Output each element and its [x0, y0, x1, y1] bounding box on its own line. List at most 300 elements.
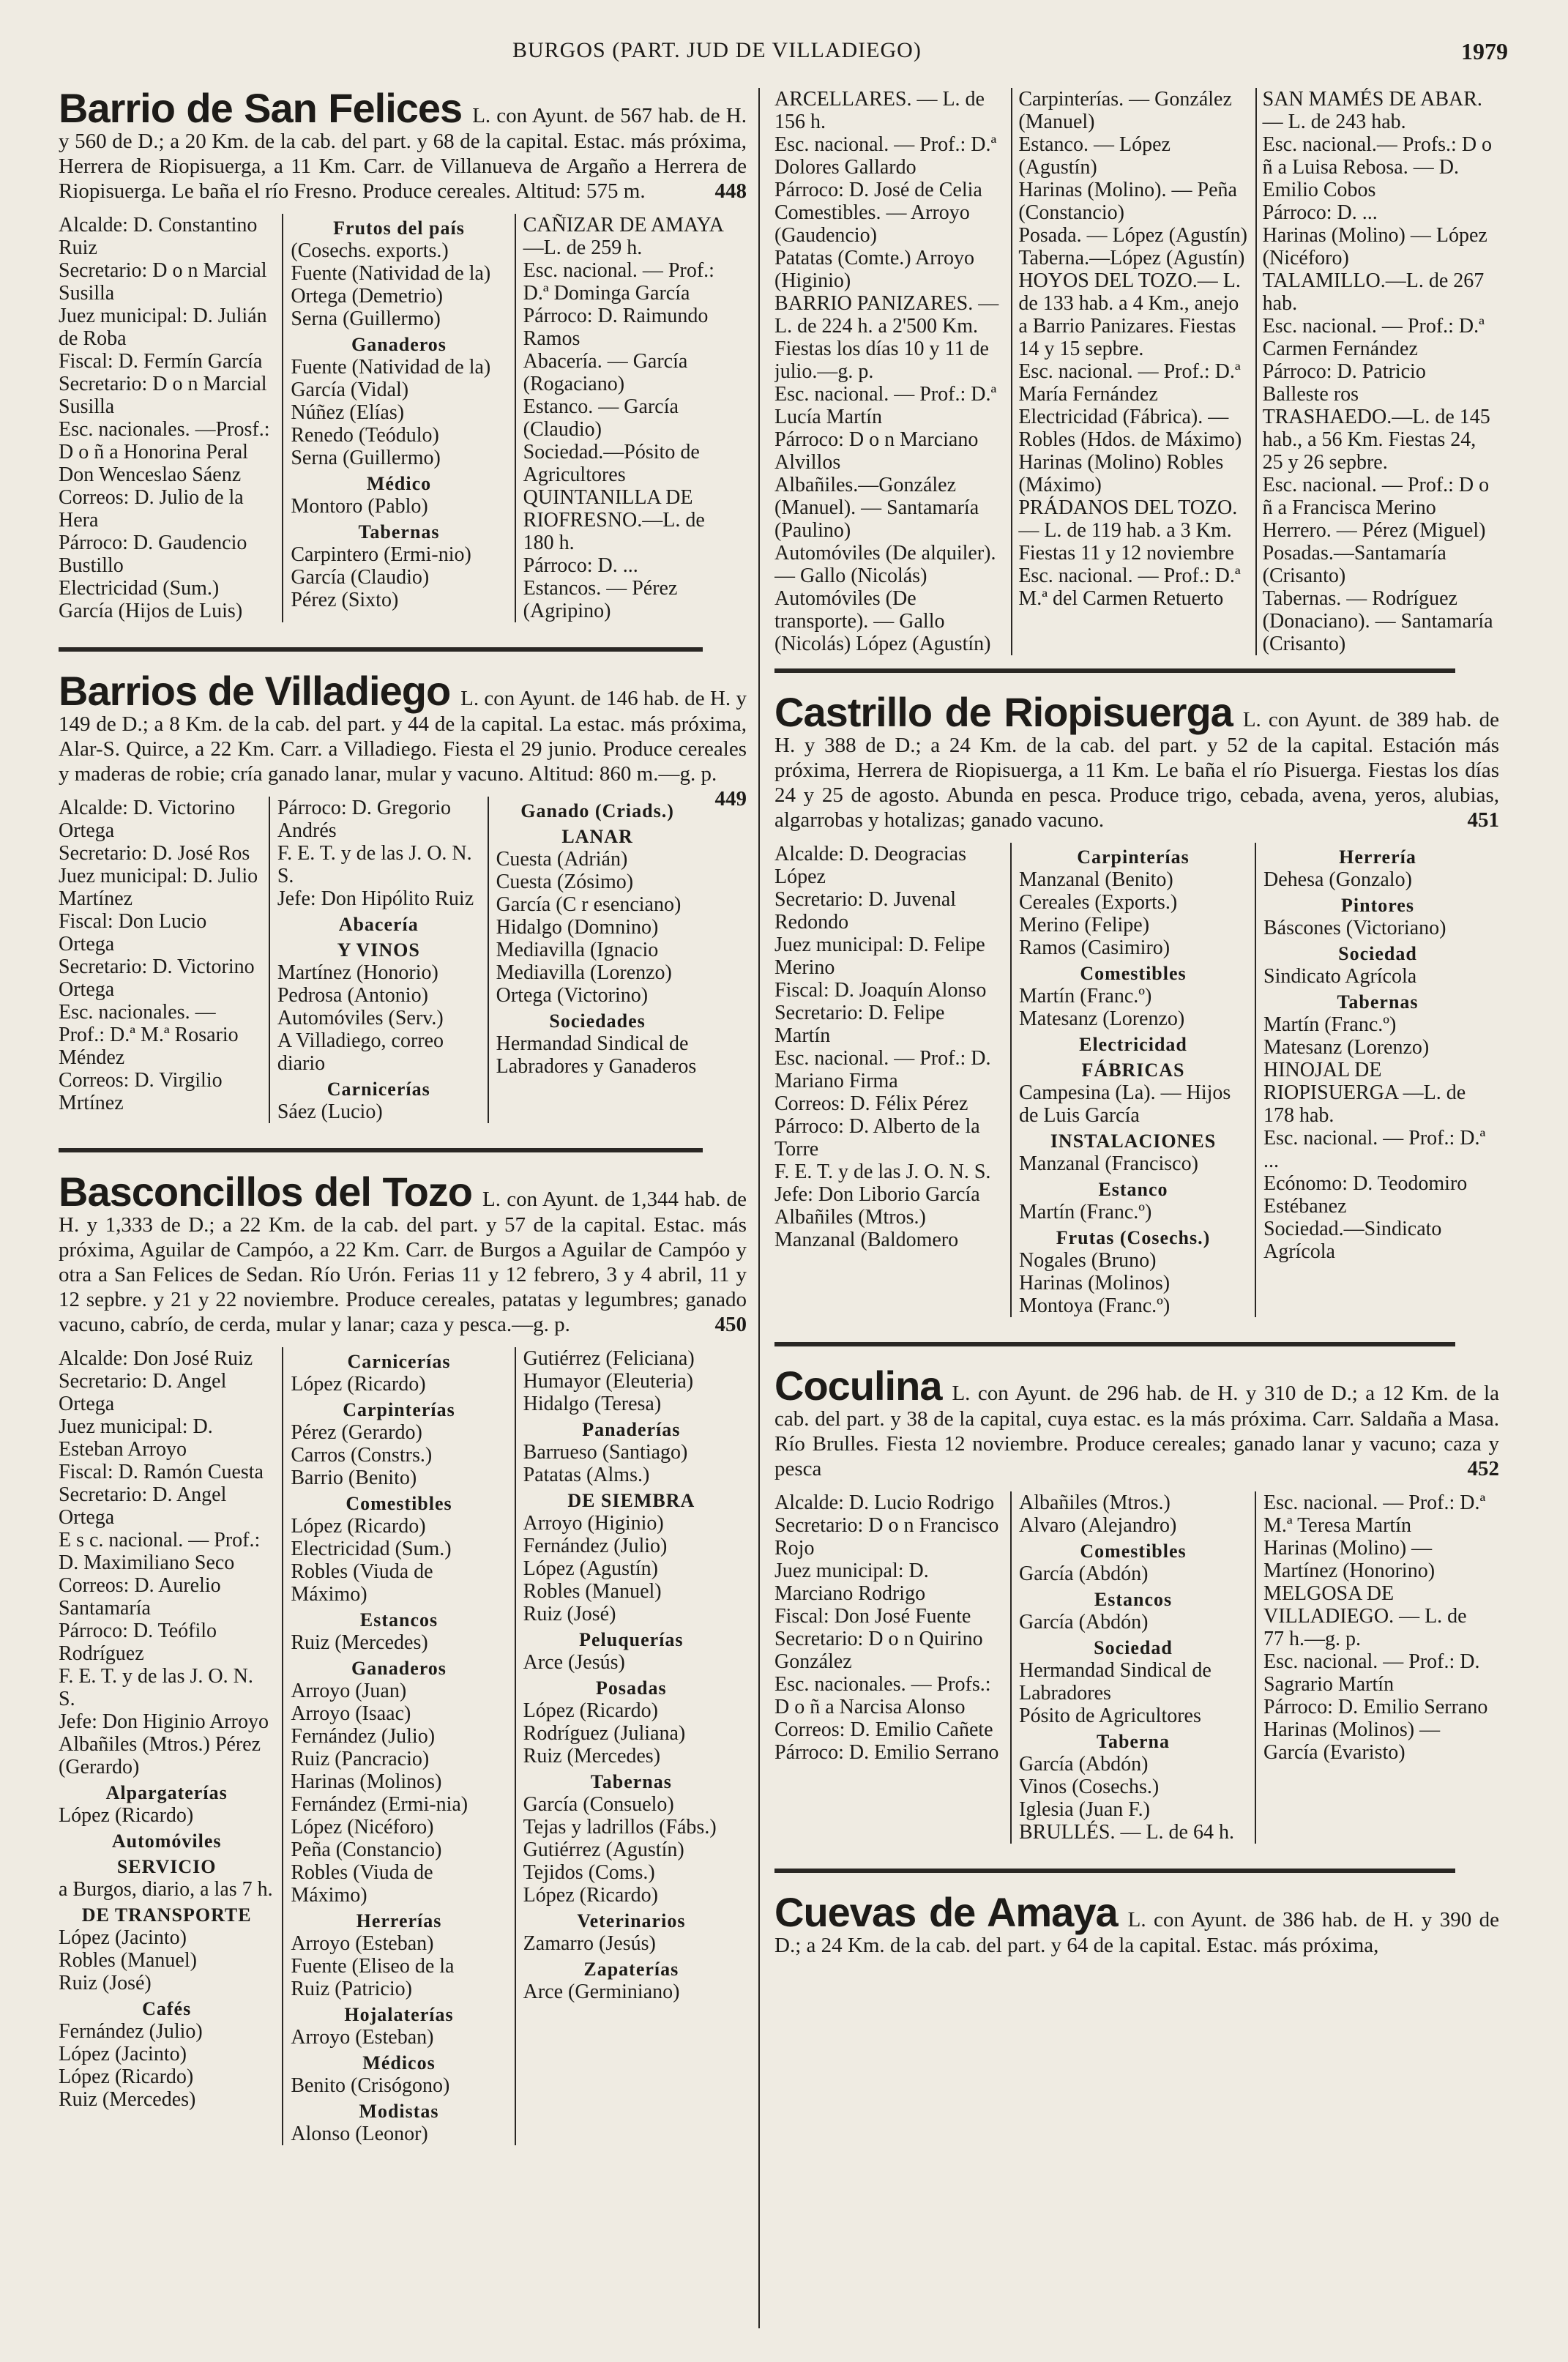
listing-line: Párroco: D. Alberto de la Torre: [774, 1115, 980, 1160]
listing-line: Albañiles (Mtros.) Manzanal (Baldomero: [774, 1206, 959, 1251]
listing-line: Esc. nacional. — Prof.: D. Mariano Firma: [774, 1047, 991, 1092]
town-entry-header: [59, 88, 747, 204]
listing-line: Ruiz (José): [523, 1603, 616, 1625]
listing-line: Harinas (Molino) —Martínez (Honorino): [1263, 1537, 1436, 1582]
listing-line: Correos: D. Julio de la Hera: [59, 486, 244, 532]
listing-line: Ruiz (José): [59, 1972, 152, 1994]
listing-line: Harinas (Molinos): [291, 1770, 442, 1793]
town-entry: [774, 1363, 1499, 1844]
listing-line: García (Consuelo): [523, 1793, 674, 1816]
listing-line: López (Ricardo): [291, 1373, 426, 1396]
listing-line: López (Ricardo): [59, 1804, 194, 1827]
listing-line: Alcalde: Don José Ruiz: [59, 1347, 253, 1370]
section-heading: Ganado (Criads.): [520, 800, 674, 822]
listing-columns: [774, 1491, 1499, 1844]
listing-line: Harinas (Molinos) —García (Evaristo): [1263, 1718, 1441, 1764]
listing-line: Montoya (Franc.º): [1019, 1294, 1171, 1317]
listing-line: Tabernas. — Rodríguez (Donaciano). — Santamaría (Crisanto): [1262, 587, 1493, 655]
listing-line: Tejas y ladrillos (Fábs.): [523, 1816, 717, 1838]
listing-line: Patatas (Comte.) Arroyo (Higinio): [774, 247, 974, 292]
listing-line: Serna (Guillermo): [291, 447, 441, 469]
listing-line: Benito (Crisógono): [291, 2074, 450, 2097]
section-heading: Sociedad: [1094, 1637, 1173, 1658]
listing-line: Peña (Constancio): [291, 1838, 442, 1861]
listing-line: Juez municipal: D. Julián de Roba: [59, 305, 267, 350]
listing-line: Gutiérrez (Feliciana): [523, 1347, 695, 1370]
listing-column: [59, 214, 282, 622]
listing-line: Fiscal: Don Lucio Ortega: [59, 910, 207, 955]
listing-line: F. E. T. y de las J. O. N. S.: [277, 842, 472, 887]
listing-line: Mediavilla (Lorenzo): [496, 961, 672, 984]
listing-line: A Villadiego, correo diario: [277, 1029, 444, 1075]
section-heading: Carpinterías: [1077, 846, 1190, 868]
listing-column: [1255, 843, 1499, 1317]
listing-line: Ruiz (Pancracio): [291, 1748, 430, 1770]
page-header: [59, 38, 1508, 75]
listing-line: Electricidad (Sum.) García (Hijos de Luis): [59, 577, 243, 622]
listing-line: Esc. nacional. — Prof.: D.ª M.ª del Carmen Retuerto: [1018, 565, 1241, 610]
listing-column: [1011, 88, 1255, 655]
listing-line: Martín (Franc.º): [1019, 985, 1152, 1007]
section-heading: Comestibles: [1080, 1540, 1187, 1562]
listing-line: Barrueso (Santiago): [523, 1441, 688, 1464]
listing-line: Harinas (Molino) — López (Nicéforo): [1262, 224, 1487, 269]
section-heading: Comestibles: [346, 1493, 452, 1514]
town-name: Barrios de Villadiego: [59, 668, 451, 714]
listing-line: Albañiles (Mtros.): [1019, 1491, 1171, 1514]
listing-line: BARRIO PANIZARES. —L. de 224 h. a 2'500 Km. Fiestas los días 10 y 11 de julio.—g. p.: [774, 292, 999, 383]
listing-line: Fernández (Ermi-nia): [291, 1793, 468, 1816]
listing-line: BRULLÉS. — L. de 64 h.: [1019, 1821, 1234, 1844]
listing-line: Jefe: Don Liborio García: [774, 1183, 980, 1206]
listing-column: [774, 88, 1011, 655]
listing-line: Fiscal: D. Ramón Cuesta: [59, 1461, 264, 1483]
listing-line: Párroco: D. Teófilo Rodríguez: [59, 1620, 217, 1665]
town-description: L. con Ayunt. de 567 hab. de H. y 560 de D.; a 20 Km. de la cab. del part. y 68 de la capital. Estac. más próxima, Herrera de Riopisuerga, a 11 Km. Carr. de Villanueva de Argaño a Herrera de Riopisuerga. Le baña el río Fresno. Produce cereales. Altitud: 575 m.: [59, 104, 747, 203]
listing-line: Estanco. — López (Agustín): [1018, 133, 1171, 179]
listing-line: Cuesta (Zósimo): [496, 871, 634, 893]
listing-line: Secretario: D. Victorino Ortega: [59, 955, 255, 1001]
listing-line: Martín (Franc.º): [1263, 1013, 1397, 1036]
listing-line: Pósito de Agricultores: [1019, 1705, 1201, 1727]
listing-line: Dehesa (Gonzalo): [1263, 868, 1412, 891]
listing-line: Esc. nacional. — Prof.: D.ª ...: [1263, 1127, 1486, 1172]
listing-line: García (Abdón): [1019, 1562, 1149, 1585]
section-heading: Abacería: [338, 914, 419, 935]
listing-line: Martín (Franc.º): [1019, 1201, 1152, 1223]
listing-line: Ruiz (Mercedes): [291, 1631, 428, 1654]
listing-line: Automóviles (De transporte). — Gallo (Nicolás) López (Agustín): [774, 587, 991, 655]
listing-line: Párroco: D. ...: [1262, 201, 1378, 224]
town-name: Castrillo de Riopisuerga: [774, 689, 1233, 735]
listing-line: Jefe: Don Hipólito Ruiz: [277, 887, 474, 910]
section-heading: Peluquerías: [579, 1629, 684, 1650]
listing-line: E s c. nacional. — Prof.: D. Maximiliano Seco: [59, 1529, 261, 1574]
listing-line: López (Agustín): [523, 1557, 658, 1580]
section-heading: LANAR: [561, 826, 633, 847]
listing-line: ARCELLARES. — L. de 156 h.: [774, 88, 985, 133]
listing-line: Estancos. — Pérez (Agripino): [523, 577, 678, 622]
listing-line: Secretario: D o n Quirino González: [774, 1628, 983, 1673]
section-divider: [774, 1342, 1455, 1346]
listing-line: a Burgos, diario, a las 7 h.: [59, 1878, 273, 1901]
listing-line: Fernández (Julio): [59, 2020, 203, 2043]
town-name: Coculina: [774, 1363, 942, 1409]
listing-line: QUINTANILLA DE RIOFRESNO.—L. de 180 h.: [523, 486, 705, 554]
listing-line: Alcalde: D. Lucio Rodrigo: [774, 1491, 995, 1514]
listing-line: Arce (Germiniano): [523, 1981, 680, 2003]
listing-line: Rodríguez (Juliana): [523, 1722, 686, 1745]
section-heading: Alpargaterías: [105, 1782, 228, 1803]
listing-columns: [59, 1347, 747, 2145]
section-heading: Panaderías: [582, 1419, 681, 1440]
page-header-title: BURGOS (PART. JUD DE VILLADIEGO): [512, 38, 922, 62]
listing-line: Campesina (La). — Hijos de Luis García: [1019, 1081, 1231, 1127]
town-entry: [59, 668, 747, 1123]
listing-line: Alonso (Leonor): [291, 2123, 428, 2145]
listing-line: Ortega (Victorino): [496, 984, 649, 1007]
listing-line: Párroco: D. Emilio Serrano: [1263, 1696, 1488, 1718]
listing-line: Báscones (Victoriano): [1263, 917, 1446, 939]
listing-line: Posadas.—Santamaría (Crisanto): [1262, 542, 1446, 587]
section-heading: Sociedades: [549, 1010, 646, 1032]
listing-line: Robles (Viuda de Máximo): [291, 1861, 433, 1907]
listing-column: [488, 797, 706, 1123]
listing-line: Párroco: D. ...: [523, 554, 638, 577]
listing-line: Párroco: D. José de Celia: [774, 179, 982, 201]
section-heading: DE SIEMBRA: [567, 1490, 695, 1511]
listing-line: Secretario: D. Angel Ortega: [59, 1483, 227, 1529]
section-heading: Ganaderos: [351, 1658, 447, 1679]
listing-line: Carpintero (Ermi-nio): [291, 543, 471, 566]
listing-line: Fuente (Eliseo de la: [291, 1955, 455, 1978]
listing-line: Nogales (Bruno): [1019, 1249, 1157, 1272]
listing-line: Pérez (Gerardo): [291, 1421, 422, 1444]
listing-column: [59, 797, 269, 1123]
listing-line: Montoro (Pablo): [291, 495, 428, 518]
town-name: Basconcillos del Tozo: [59, 1169, 472, 1215]
listing-column: [515, 1347, 747, 2145]
listing-line: Correos: D. Félix Pérez: [774, 1092, 968, 1115]
listing-line: García (Abdón): [1019, 1753, 1149, 1776]
listing-line: SAN MAMÉS DE ABAR. — L. de 243 hab.: [1262, 88, 1482, 133]
section-divider: [59, 647, 703, 652]
listing-line: MELGOSA DE VILLADIEGO. — L. de 77 h.—g. p.: [1263, 1582, 1467, 1650]
listing-column: [59, 1347, 282, 2145]
listing-column: [282, 214, 514, 622]
listing-line: Párroco: D. Gaudencio Bustillo: [59, 532, 247, 577]
listing-line: Matesanz (Lorenzo): [1019, 1007, 1185, 1030]
listing-line: Fiscal: D. Joaquín Alonso: [774, 979, 987, 1002]
listing-line: HOYOS DEL TOZO.— L. de 133 hab. a 4 Km., anejo a Barrio Panizares. Fiestas 14 y 15 sepbre.: [1018, 269, 1241, 360]
listing-line: López (Ricardo): [523, 1884, 658, 1907]
listing-line: Gutiérrez (Agustín): [523, 1838, 684, 1861]
listing-line: Hidalgo (Teresa): [523, 1393, 662, 1415]
town-entry-header: [774, 1889, 1499, 1958]
listing-line: Esc. nacional. — Prof.: D. Sagrario Martín: [1263, 1650, 1480, 1696]
listing-line: Juez municipal: D. Marciano Rodrigo: [774, 1560, 929, 1605]
listing-line: Correos: D. Virgilio Mrtínez: [59, 1069, 223, 1114]
listing-column: [269, 797, 488, 1123]
town-entry: [59, 88, 747, 622]
listing-line: TRASHAEDO.—L. de 145 hab., a 56 Km. Fiestas 24, 25 y 26 sepbre.: [1262, 406, 1490, 474]
listing-line: Hidalgo (Domnino): [496, 916, 659, 939]
listing-line: CAÑIZAR DE AMAYA —L. de 259 h.: [523, 214, 723, 259]
listing-line: Harinas (Molino). — Peña (Constancio): [1018, 179, 1237, 224]
section-heading: Herrería: [1339, 846, 1416, 868]
listing-line: Correos: D. Emilio Cañete: [774, 1718, 993, 1741]
listing-line: PRÁDANOS DEL TOZO. — L. de 119 hab. a 3 Km. Fiestas 11 y 12 noviembre: [1018, 496, 1238, 565]
listing-line: Alcalde: D. Constantino Ruiz: [59, 214, 258, 259]
section-heading: Zapaterías: [583, 1959, 679, 1980]
listing-line: Pedrosa (Antonio): [277, 984, 428, 1007]
listing-line: Esc. nacionales. — Profs.: D o ñ a Narcisa Alonso: [774, 1673, 991, 1718]
listing-line: Arce (Jesús): [523, 1651, 625, 1674]
listing-line: Cereales (Exports.): [1019, 891, 1178, 914]
listing-line: Arroyo (Higinio): [523, 1512, 664, 1535]
section-heading: Comestibles: [1080, 963, 1187, 984]
section-divider: [774, 668, 1455, 673]
listing-line: Harinas (Molinos): [1019, 1272, 1171, 1294]
section-heading: Tabernas: [1337, 991, 1419, 1013]
section-heading: Electricidad: [1079, 1034, 1187, 1055]
listing-line: Robles (Viuda de Máximo): [291, 1560, 433, 1606]
listing-line: López (Ricardo): [59, 2065, 194, 2088]
listing-line: F. E. T. y de las J. O. N. S.: [59, 1665, 253, 1710]
listing-line: Carros (Constrs.): [291, 1444, 433, 1467]
listing-line: Albañiles.—González (Manuel). — Santamaría (Paulino): [774, 474, 979, 542]
section-heading: Herrerías: [356, 1910, 442, 1931]
section-heading: Carnicerías: [347, 1351, 451, 1372]
listing-line: Herrero. — Pérez (Miguel): [1262, 519, 1486, 542]
listing-line: Secretario: D. José Ros: [59, 842, 250, 865]
listing-line: Iglesia (Juan F.): [1019, 1798, 1150, 1821]
town-description: L. con Ayunt. de 389 hab. de H. y 388 de D.; a 24 Km. de la cab. del part. y 52 de la capital. Estación más próxima, Herrera de Riopisuerga, a 11 Km. Le baña el río Pisuerga. Fiestas los días 24 y 25 de agosto. Abunda en pesca. Produce trigo, cebada, avena, yeros, alubias, algarrobas y hotalizas; ganado vacuno.: [774, 708, 1499, 832]
listing-line: Correos: D. Aurelio Santamaría: [59, 1574, 221, 1620]
listing-line: López (Jacinto): [59, 2043, 187, 2065]
listing-line: Barrio (Benito): [291, 1467, 417, 1489]
listing-line: Estanco. — García (Claudio): [523, 395, 679, 441]
listing-line: Automóviles (De alquiler).— Gallo (Nicolás): [774, 542, 996, 587]
listing-column: [774, 843, 1010, 1317]
right-entries: [774, 689, 1499, 1958]
listing-line: Secretario: D. Juvenal Redondo: [774, 888, 957, 934]
section-heading: Carnicerías: [326, 1078, 430, 1100]
section-divider: [59, 1148, 703, 1152]
listing-line: Alcalde: D. Deogracias López: [774, 843, 966, 888]
listing-line: Ruiz (Mercedes): [523, 1745, 661, 1767]
listing-line: Hermandad Sindical de Labradores: [1019, 1659, 1212, 1705]
listing-line: Secretario: D. Felipe Martín: [774, 1002, 945, 1047]
listing-line: F. E. T. y de las J. O. N. S.: [774, 1160, 991, 1183]
town-description: L. con Ayunt. de 146 hab. de H. y 149 de D.; a 8 Km. de la cab. del part. y 44 de la capital. La estac. más próxima, Alar-S. Quirce, a 22 Km. Carr. a Villadiego. Fiesta el 29 junio. Produce cereales y maderas de robie; cría ganado lanar, mular y vacuno. Altitud: 860 m.—g. p.: [59, 687, 747, 786]
listing-line: Esc. nacional. — Prof.: D.ª Dominga García: [523, 259, 714, 305]
listing-line: Fiscal: Don José Fuente: [774, 1605, 971, 1628]
listing-column: [1010, 843, 1255, 1317]
listing-line: (Cosechs. exports.): [291, 239, 449, 262]
listing-line: Jefe: Don Higinio Arroyo: [59, 1710, 269, 1733]
town-description: L. con Ayunt. de 1,344 hab. de H. y 1,333 de D.; a 22 Km. de la cab. del part. y 57 de la capital. Estac. más próxima, Aguilar de Campóo, a 22 Km. Carr. de Burgos a Aguilar de Campóo y otra a San Felices de Sedan. Río Urón. Ferias 11 y 12 febrero, 3 y 4 abril, 11 y 12 sepbre. y 21 y 22 noviembre. Produce cereales, patatas y legumbres; ganado vacuno, cabrío, de cerda, mular y lanar; caza y pesca.—g. p.: [59, 1188, 747, 1336]
listing-line: Ramos (Casimiro): [1019, 936, 1171, 959]
listing-line: Serna (Guillermo): [291, 308, 441, 330]
town-description: L. con Ayunt. de 386 hab. de H. y 390 de D.; a 24 Km. de la cab. del part. y 64 de la capital. Estac. más próxima,: [774, 1908, 1499, 1957]
listing-line: Esc. nacionales. —Prosf.: D o ñ a Honorina Peral Don Wenceslao Sáenz: [59, 418, 270, 486]
listing-line: Esc. nacional. — Prof.: D.ª María Fernández: [1018, 360, 1241, 406]
listing-line: Harinas (Molino) Robles (Máximo): [1018, 451, 1224, 496]
listing-line: Sociedad.—Sindicato Agrícola: [1263, 1218, 1442, 1263]
listing-column: [282, 1347, 514, 2145]
listing-line: García (C r esenciano): [496, 893, 682, 916]
listing-line: Fernández (Julio): [523, 1535, 668, 1557]
listing-line: Arroyo (Esteban): [291, 1932, 434, 1955]
entry-number: 452: [1467, 1457, 1499, 1480]
listing-column: [515, 214, 747, 622]
listing-line: Ecónomo: D. Teodomiro Estébanez: [1263, 1172, 1468, 1218]
listing-line: Párroco: D. Gregorio Andrés: [277, 797, 451, 842]
section-heading: Carpinterías: [343, 1399, 455, 1420]
section-heading: INSTALACIONES: [1050, 1130, 1217, 1152]
listing-line: Esc. nacional.— Profs.: D o ñ a Luisa Rebosa. — D. Emilio Cobos: [1262, 133, 1493, 201]
listing-line: Vinos (Cosechs.): [1019, 1776, 1160, 1798]
listing-line: Ruiz (Patricio): [291, 1978, 412, 2000]
listing-line: Albañiles (Mtros.) Pérez (Gerardo): [59, 1733, 261, 1778]
listing-line: Sindicato Agrícola: [1263, 965, 1417, 988]
listing-line: Robles (Manuel): [59, 1949, 197, 1972]
listing-columns: [59, 797, 706, 1123]
listing-line: Fuente (Natividad de la): [291, 356, 491, 379]
listing-line: Esc. nacional. — Prof.: D.ª Lucía Martín: [774, 383, 997, 428]
listing-line: Electricidad (Sum.): [291, 1538, 452, 1560]
listing-line: Esc. nacionales. — Prof.: D.ª M.ª Rosario Méndez: [59, 1001, 239, 1069]
listing-column: [1255, 1491, 1499, 1844]
listing-line: Párroco: D o n Marciano Alvillos: [774, 428, 979, 474]
listing-line: Abacería. — García (Rogaciano): [523, 350, 688, 395]
listing-line: Fernández (Julio): [291, 1725, 436, 1748]
listing-line: Secretario: D. Angel Ortega: [59, 1370, 227, 1415]
listing-line: Secretario: D o n Marcial Susilla: [59, 259, 267, 305]
listing-line: García (Abdón): [1019, 1611, 1149, 1633]
listing-line: Juez municipal: D. Felipe Merino: [774, 934, 985, 979]
section-heading: Frutas (Cosechs.): [1056, 1227, 1211, 1248]
listing-line: Posada. — López (Agustín): [1018, 224, 1247, 247]
listing-line: Taberna.—López (Agustín): [1018, 247, 1245, 269]
listing-columns: [774, 843, 1499, 1317]
listing-line: Fuente (Natividad de la): [291, 262, 491, 285]
listing-line: Sociedad.—Pósito de Agricultores: [523, 441, 700, 486]
listing-line: López (Nicéforo): [291, 1816, 434, 1838]
listing-line: Fiscal: D. Fermín García: [59, 350, 263, 373]
listing-line: Párroco: D. Patricio Balleste ros: [1262, 360, 1426, 406]
listing-line: Robles (Manuel): [523, 1580, 662, 1603]
listing-column: [1010, 1491, 1255, 1844]
listing-line: Cuesta (Adrián): [496, 848, 628, 871]
section-heading: Pintores: [1341, 895, 1414, 916]
listing-line: García (Claudio): [291, 566, 430, 589]
listing-line: Renedo (Teódulo): [291, 424, 439, 447]
listing-line: Esc. nacional. — Prof.: D.ª M.ª Teresa Martín: [1263, 1491, 1486, 1537]
section-heading: Médico: [366, 473, 432, 494]
listing-line: Secretario: D o n Francisco Rojo: [774, 1514, 999, 1560]
listing-line: Tejidos (Coms.): [523, 1861, 655, 1884]
right-column: [774, 88, 1499, 2328]
listing-line: Mediavilla (Ignacio: [496, 939, 659, 961]
listing-line: Pérez (Sixto): [291, 589, 399, 611]
listing-line: Juez municipal: D. Esteban Arroyo: [59, 1415, 213, 1461]
town-name: Barrio de San Felices: [59, 88, 463, 131]
section-heading: Estanco: [1098, 1179, 1168, 1200]
town-entry: [59, 1171, 747, 2145]
listing-line: Sáez (Lucio): [277, 1100, 383, 1123]
listing-line: López (Jacinto): [59, 1926, 187, 1949]
entry-number: 448: [714, 179, 747, 203]
entry-number: 449: [714, 787, 747, 811]
section-heading: Ganaderos: [351, 334, 447, 355]
listing-line: Esc. nacional. — Prof.: D.ª Dolores Gallardo: [774, 133, 997, 179]
listing-line: Humayor (Eleuteria): [523, 1370, 694, 1393]
listing-line: Ortega (Demetrio): [291, 285, 443, 308]
section-heading: Modistas: [359, 2101, 439, 2122]
entry-number: 451: [1467, 808, 1499, 832]
listing-line: TALAMILLO.—L. de 267 hab.: [1262, 269, 1485, 315]
listing-line: Arroyo (Esteban): [291, 2026, 434, 2049]
listing-line: Párroco: D. Raimundo Ramos: [523, 305, 709, 350]
right-continuation-block: [774, 88, 1499, 655]
listing-line: Electricidad (Fábrica). — Robles (Hdos. de Máximo): [1018, 406, 1242, 451]
listing-line: Comestibles. — Arroyo (Gaudencio): [774, 201, 970, 247]
listing-columns: [59, 214, 747, 622]
listing-line: Alvaro (Alejandro): [1019, 1514, 1177, 1537]
listing-line: Arroyo (Isaac): [291, 1702, 411, 1725]
listing-line: HINOJAL DE RIOPISUERGA —L. de 178 hab.: [1263, 1059, 1466, 1127]
listing-line: Esc. nacional. — Prof.: D.ª Carmen Fernández: [1262, 315, 1485, 360]
section-heading: SERVICIO: [116, 1856, 217, 1877]
listing-line: Manzanal (Francisco): [1019, 1152, 1198, 1175]
section-heading: Estancos: [1094, 1589, 1173, 1610]
listing-line: Martínez (Honorio): [277, 961, 438, 984]
section-heading: Hojalaterías: [344, 2004, 454, 2025]
town-entry: [774, 689, 1499, 1317]
listing-line: López (Ricardo): [523, 1699, 658, 1722]
section-heading: Tabernas: [590, 1771, 672, 1792]
town-entry: [774, 1889, 1499, 1958]
listing-line: Zamarro (Jesús): [523, 1932, 656, 1955]
listing-line: Juez municipal: D. Julio Martínez: [59, 865, 258, 910]
listing-line: Hermandad Sindical de Labradores y Ganaderos: [496, 1032, 697, 1078]
listing-line: García (Vidal): [291, 379, 409, 401]
listing-line: Automóviles (Serv.): [277, 1007, 444, 1029]
listing-line: Núñez (Elías): [291, 401, 405, 424]
page-number: 1979: [1461, 38, 1508, 64]
listing-line: Ruiz (Mercedes): [59, 2088, 196, 2111]
listing-line: Esc. nacional. — Prof.: D o ñ a Francisca Merino: [1262, 474, 1490, 519]
section-heading: Estancos: [359, 1609, 438, 1631]
listing-line: López (Ricardo): [291, 1515, 426, 1538]
section-heading: Frutos del país: [333, 217, 465, 239]
left-column: [59, 88, 747, 2328]
section-heading: DE TRANSPORTE: [81, 1904, 252, 1926]
listing-line: Matesanz (Lorenzo): [1263, 1036, 1430, 1059]
listing-line: Patatas (Alms.): [523, 1464, 650, 1486]
listing-line: Merino (Felipe): [1019, 914, 1150, 936]
listing-line: Secretario: D o n Marcial Susilla: [59, 373, 267, 418]
section-heading: Posadas: [596, 1677, 667, 1699]
section-heading: Taberna: [1097, 1731, 1170, 1752]
section-heading: Automóviles: [111, 1830, 222, 1852]
section-heading: Y VINOS: [337, 939, 420, 961]
column-separator: [758, 88, 760, 2328]
listing-line: Arroyo (Juan): [291, 1680, 407, 1702]
listing-line: Párroco: D. Emilio Serrano: [774, 1741, 999, 1764]
